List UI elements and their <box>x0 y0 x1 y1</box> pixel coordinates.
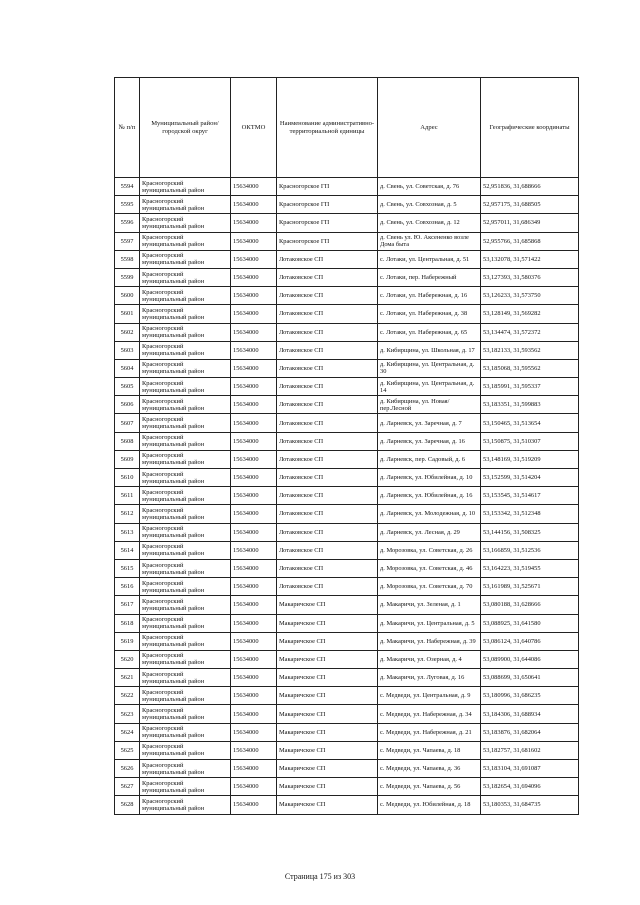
cell-oktmo: 15634000 <box>231 541 277 559</box>
cell-address: д. Макаричи, ул. Луговая, д. 16 <box>378 669 481 687</box>
cell-district: Красногорский муниципальный район <box>140 305 231 323</box>
cell-coords: 53,183104, 31,691087 <box>481 760 579 778</box>
cell-district: Красногорский муниципальный район <box>140 196 231 214</box>
cell-unit: Лотаковское СП <box>277 287 378 305</box>
cell-unit: Макаричское СП <box>277 669 378 687</box>
cell-unit: Лотаковское СП <box>277 359 378 377</box>
cell-num: 5617 <box>115 596 140 614</box>
cell-coords: 53,182757, 31,681602 <box>481 741 579 759</box>
cell-district: Красногорский муниципальный район <box>140 650 231 668</box>
table-row <box>115 687 579 705</box>
table-row <box>115 760 579 778</box>
table-row <box>115 414 579 432</box>
cell-address: с. Лотаки, ул. Набережная, д. 16 <box>378 287 481 305</box>
table-row <box>115 250 579 268</box>
cell-address: д. Ларневск, ул. Юбилейная, д. 16 <box>378 487 481 505</box>
cell-num: 5624 <box>115 723 140 741</box>
cell-district: Красногорский муниципальный район <box>140 487 231 505</box>
cell-oktmo: 15634000 <box>231 578 277 596</box>
cell-address: д. Ларневск, ул. Юбилейная, д. 10 <box>378 469 481 487</box>
header-unit: Наименование административно-территориальной единицы <box>277 78 378 178</box>
cell-district: Красногорский муниципальный район <box>140 341 231 359</box>
cell-district: Красногорский муниципальный район <box>140 268 231 286</box>
cell-district: Красногорский муниципальный район <box>140 469 231 487</box>
cell-district: Красногорский муниципальный район <box>140 178 231 196</box>
cell-coords: 53,185991, 31,595337 <box>481 378 579 396</box>
cell-num: 5625 <box>115 741 140 759</box>
cell-address: с. Медведи, ул. Набережная, д. 34 <box>378 705 481 723</box>
cell-oktmo: 15634000 <box>231 796 277 814</box>
cell-num: 5607 <box>115 414 140 432</box>
cell-num: 5605 <box>115 378 140 396</box>
cell-coords: 53,150875, 31,510307 <box>481 432 579 450</box>
cell-oktmo: 15634000 <box>231 378 277 396</box>
table-row <box>115 723 579 741</box>
cell-unit: Лотаковское СП <box>277 578 378 596</box>
cell-coords: 53,180996, 31,686235 <box>481 687 579 705</box>
cell-address: с. Медведи, ул. Набережная, д. 21 <box>378 723 481 741</box>
cell-address: д. Свень, ул. Советская, д. 76 <box>378 178 481 196</box>
cell-district: Красногорский муниципальный район <box>140 778 231 796</box>
cell-oktmo: 15634000 <box>231 778 277 796</box>
cell-district: Красногорский муниципальный район <box>140 378 231 396</box>
table-row <box>115 396 579 414</box>
cell-district: Красногорский муниципальный район <box>140 396 231 414</box>
cell-num: 5628 <box>115 796 140 814</box>
table-row <box>115 796 579 814</box>
cell-oktmo: 15634000 <box>231 705 277 723</box>
table-row <box>115 632 579 650</box>
cell-district: Красногорский муниципальный район <box>140 796 231 814</box>
cell-coords: 53,134474, 31,572372 <box>481 323 579 341</box>
cell-address: д. Макаричи, ул. Озерная, д. 4 <box>378 650 481 668</box>
cell-unit: Макаричское СП <box>277 596 378 614</box>
cell-coords: 53,088699, 31,650641 <box>481 669 579 687</box>
header-num: № п/п <box>115 78 140 178</box>
cell-num: 5599 <box>115 268 140 286</box>
table-row <box>115 359 579 377</box>
cell-num: 5613 <box>115 523 140 541</box>
cell-unit: Макаричское СП <box>277 741 378 759</box>
cell-num: 5623 <box>115 705 140 723</box>
cell-oktmo: 15634000 <box>231 596 277 614</box>
cell-oktmo: 15634000 <box>231 287 277 305</box>
cell-num: 5598 <box>115 250 140 268</box>
cell-oktmo: 15634000 <box>231 687 277 705</box>
cell-coords: 53,161989, 31,525671 <box>481 578 579 596</box>
cell-coords: 53,148169, 31,519209 <box>481 450 579 468</box>
cell-district: Красногорский муниципальный район <box>140 687 231 705</box>
table-row <box>115 559 579 577</box>
cell-coords: 53,144156, 31,508325 <box>481 523 579 541</box>
cell-coords: 53,183351, 31,599883 <box>481 396 579 414</box>
cell-num: 5597 <box>115 232 140 250</box>
header-coords: Географические координаты <box>481 78 579 178</box>
cell-address: с. Медведи, ул. Чапаева, д. 18 <box>378 741 481 759</box>
cell-district: Красногорский муниципальный район <box>140 541 231 559</box>
table-row <box>115 378 579 396</box>
table-row <box>115 268 579 286</box>
cell-coords: 53,152599, 31,514204 <box>481 469 579 487</box>
cell-num: 5619 <box>115 632 140 650</box>
cell-oktmo: 15634000 <box>231 469 277 487</box>
cell-address: д. Ларневск, ул. Заречная, д. 7 <box>378 414 481 432</box>
cell-oktmo: 15634000 <box>231 414 277 432</box>
cell-num: 5620 <box>115 650 140 668</box>
cell-num: 5608 <box>115 432 140 450</box>
cell-address: д. Свень, ул. Совхозная, д. 12 <box>378 214 481 232</box>
cell-oktmo: 15634000 <box>231 178 277 196</box>
cell-num: 5603 <box>115 341 140 359</box>
table-row <box>115 323 579 341</box>
cell-address: д. Ларневск, ул. Лесная, д. 29 <box>378 523 481 541</box>
table-row <box>115 450 579 468</box>
table-row <box>115 178 579 196</box>
cell-address: с. Лотаки, ул. Центральная, д. 51 <box>378 250 481 268</box>
cell-num: 5602 <box>115 323 140 341</box>
cell-unit: Лотаковское СП <box>277 505 378 523</box>
cell-oktmo: 15634000 <box>231 250 277 268</box>
cell-address: д. Макаричи, ул. Центральная, д. 5 <box>378 614 481 632</box>
table-row <box>115 469 579 487</box>
cell-address: д. Ларневск, ул. Заречная, д. 16 <box>378 432 481 450</box>
cell-oktmo: 15634000 <box>231 450 277 468</box>
cell-district: Красногорский муниципальный район <box>140 432 231 450</box>
cell-address: д. Свень, ул. Совхозная, д. 5 <box>378 196 481 214</box>
cell-unit: Макаричское СП <box>277 614 378 632</box>
cell-oktmo: 15634000 <box>231 523 277 541</box>
cell-district: Красногорский муниципальный район <box>140 559 231 577</box>
cell-num: 5627 <box>115 778 140 796</box>
cell-coords: 53,153342, 31,512348 <box>481 505 579 523</box>
cell-unit: Лотаковское СП <box>277 305 378 323</box>
cell-coords: 53,183876, 31,682064 <box>481 723 579 741</box>
table-row <box>115 578 579 596</box>
cell-oktmo: 15634000 <box>231 214 277 232</box>
cell-coords: 53,182133, 31,593562 <box>481 341 579 359</box>
cell-unit: Лотаковское СП <box>277 268 378 286</box>
cell-num: 5595 <box>115 196 140 214</box>
cell-oktmo: 15634000 <box>231 723 277 741</box>
table-row <box>115 287 579 305</box>
cell-unit: Лотаковское СП <box>277 378 378 396</box>
cell-oktmo: 15634000 <box>231 341 277 359</box>
cell-address: д. Макаричи, ул. Зеленая, д. 1 <box>378 596 481 614</box>
table-row <box>115 523 579 541</box>
cell-address: д. Кибирщина, ул. Новая/пер.Лесной <box>378 396 481 414</box>
cell-district: Красногорский муниципальный район <box>140 287 231 305</box>
cell-num: 5611 <box>115 487 140 505</box>
table-row <box>115 650 579 668</box>
cell-district: Красногорский муниципальный район <box>140 450 231 468</box>
cell-oktmo: 15634000 <box>231 760 277 778</box>
cell-num: 5601 <box>115 305 140 323</box>
cell-address: д. Ларневск, пер. Садовый, д. 6 <box>378 450 481 468</box>
cell-district: Красногорский муниципальный район <box>140 741 231 759</box>
cell-coords: 53,127393, 31,580376 <box>481 268 579 286</box>
cell-unit: Красногорское ГП <box>277 196 378 214</box>
cell-oktmo: 15634000 <box>231 432 277 450</box>
cell-unit: Лотаковское СП <box>277 450 378 468</box>
table-row <box>115 214 579 232</box>
cell-unit: Макаричское СП <box>277 778 378 796</box>
cell-district: Красногорский муниципальный район <box>140 232 231 250</box>
cell-oktmo: 15634000 <box>231 487 277 505</box>
cell-unit: Макаричское СП <box>277 723 378 741</box>
table-row <box>115 614 579 632</box>
cell-district: Красногорский муниципальный район <box>140 578 231 596</box>
table-row <box>115 596 579 614</box>
cell-district: Красногорский муниципальный район <box>140 669 231 687</box>
cell-unit: Лотаковское СП <box>277 559 378 577</box>
cell-address: д. Кибирщина, ул. Центральная, д. 14 <box>378 378 481 396</box>
cell-num: 5606 <box>115 396 140 414</box>
cell-unit: Лотаковское СП <box>277 469 378 487</box>
cell-district: Красногорский муниципальный район <box>140 760 231 778</box>
cell-coords: 53,089900, 31,644086 <box>481 650 579 668</box>
cell-unit: Лотаковское СП <box>277 341 378 359</box>
cell-unit: Лотаковское СП <box>277 541 378 559</box>
cell-address: д. Морозовка, ул. Советская, д. 26 <box>378 541 481 559</box>
cell-address: д. Свень ул. Ю. Аксененко возле Дома быта <box>378 232 481 250</box>
cell-coords: 52,951836, 31,688666 <box>481 178 579 196</box>
table-row <box>115 487 579 505</box>
cell-address: д. Макаричи, ул. Набережная, д. 39 <box>378 632 481 650</box>
cell-num: 5626 <box>115 760 140 778</box>
cell-coords: 53,185068, 31,595562 <box>481 359 579 377</box>
cell-coords: 53,088925, 31,641580 <box>481 614 579 632</box>
cell-coords: 53,153545, 31,514617 <box>481 487 579 505</box>
cell-address: с. Лотаки, ул. Набережная, д. 65 <box>378 323 481 341</box>
table-row <box>115 669 579 687</box>
table-row <box>115 505 579 523</box>
cell-address: д. Ларневск, ул. Молодежная, д. 10 <box>378 505 481 523</box>
cell-num: 5609 <box>115 450 140 468</box>
cell-district: Красногорский муниципальный район <box>140 250 231 268</box>
cell-coords: 53,180353, 31,684735 <box>481 796 579 814</box>
cell-unit: Макаричское СП <box>277 760 378 778</box>
cell-coords: 53,080188, 31,628666 <box>481 596 579 614</box>
header-address: Адрес <box>378 78 481 178</box>
cell-unit: Красногорское ГП <box>277 214 378 232</box>
cell-district: Красногорский муниципальный район <box>140 614 231 632</box>
cell-address: с. Лотаки, ул. Набережная, д. 38 <box>378 305 481 323</box>
cell-address: с. Медведи, ул. Центральная, д. 9 <box>378 687 481 705</box>
cell-oktmo: 15634000 <box>231 268 277 286</box>
table-row <box>115 741 579 759</box>
cell-num: 5616 <box>115 578 140 596</box>
cell-oktmo: 15634000 <box>231 559 277 577</box>
cell-unit: Лотаковское СП <box>277 487 378 505</box>
page-number: Страница 175 из 303 <box>284 872 356 881</box>
cell-oktmo: 15634000 <box>231 505 277 523</box>
cell-num: 5600 <box>115 287 140 305</box>
cell-oktmo: 15634000 <box>231 632 277 650</box>
table-row <box>115 341 579 359</box>
cell-unit: Лотаковское СП <box>277 414 378 432</box>
cell-num: 5622 <box>115 687 140 705</box>
cell-coords: 53,166859, 31,512536 <box>481 541 579 559</box>
cell-oktmo: 15634000 <box>231 196 277 214</box>
cell-district: Красногорский муниципальный район <box>140 414 231 432</box>
cell-coords: 52,957175, 31,688505 <box>481 196 579 214</box>
cell-district: Красногорский муниципальный район <box>140 214 231 232</box>
cell-num: 5614 <box>115 541 140 559</box>
cell-num: 5610 <box>115 469 140 487</box>
cell-coords: 52,957011, 31,686349 <box>481 214 579 232</box>
cell-coords: 53,132078, 31,571422 <box>481 250 579 268</box>
cell-oktmo: 15634000 <box>231 614 277 632</box>
cell-unit: Макаричское СП <box>277 650 378 668</box>
cell-coords: 53,184306, 31,688934 <box>481 705 579 723</box>
cell-unit: Макаричское СП <box>277 632 378 650</box>
table-row <box>115 541 579 559</box>
cell-num: 5596 <box>115 214 140 232</box>
cell-num: 5612 <box>115 505 140 523</box>
header-district: Муниципальный район/городской округ <box>140 78 231 178</box>
cell-district: Красногорский муниципальный район <box>140 632 231 650</box>
table-row <box>115 778 579 796</box>
cell-oktmo: 15634000 <box>231 396 277 414</box>
cell-unit: Лотаковское СП <box>277 250 378 268</box>
cell-unit: Лотаковское СП <box>277 323 378 341</box>
table-row <box>115 705 579 723</box>
cell-district: Красногорский муниципальный район <box>140 323 231 341</box>
cell-address: д. Кибирщина, ул. Школьная, д. 17 <box>378 341 481 359</box>
cell-coords: 53,086124, 31,640786 <box>481 632 579 650</box>
cell-unit: Красногорское ГП <box>277 232 378 250</box>
table-row <box>115 432 579 450</box>
cell-district: Красногорский муниципальный район <box>140 505 231 523</box>
cell-address: д. Кибирщина, ул. Центральная, д. 30 <box>378 359 481 377</box>
cell-unit: Лотаковское СП <box>277 523 378 541</box>
cell-unit: Макаричское СП <box>277 705 378 723</box>
cell-oktmo: 15634000 <box>231 741 277 759</box>
table-header-row <box>115 78 579 178</box>
cell-oktmo: 15634000 <box>231 232 277 250</box>
cell-address: с. Медведи, ул. Юбилейная, д. 18 <box>378 796 481 814</box>
cell-oktmo: 15634000 <box>231 669 277 687</box>
cell-unit: Макаричское СП <box>277 796 378 814</box>
table-row <box>115 232 579 250</box>
cell-address: д. Морозовка, ул. Советская, д. 70 <box>378 578 481 596</box>
cell-district: Красногорский муниципальный район <box>140 705 231 723</box>
cell-coords: 53,150465, 31,513654 <box>481 414 579 432</box>
cell-num: 5594 <box>115 178 140 196</box>
cell-num: 5621 <box>115 669 140 687</box>
cell-address: с. Лотаки, пер. Набережный <box>378 268 481 286</box>
cell-num: 5604 <box>115 359 140 377</box>
cell-unit: Макаричское СП <box>277 687 378 705</box>
cell-oktmo: 15634000 <box>231 323 277 341</box>
cell-district: Красногорский муниципальный район <box>140 523 231 541</box>
cell-unit: Лотаковское СП <box>277 396 378 414</box>
cell-coords: 53,164223, 31,519455 <box>481 559 579 577</box>
cell-coords: 53,126233, 31,573750 <box>481 287 579 305</box>
registry-table <box>114 77 579 815</box>
cell-district: Красногорский муниципальный район <box>140 596 231 614</box>
cell-address: с. Медведи, ул. Чапаева, д. 36 <box>378 760 481 778</box>
cell-coords: 53,128149, 31,569282 <box>481 305 579 323</box>
cell-num: 5615 <box>115 559 140 577</box>
cell-oktmo: 15634000 <box>231 359 277 377</box>
cell-unit: Лотаковское СП <box>277 432 378 450</box>
cell-unit: Красногорское ГП <box>277 178 378 196</box>
table-row <box>115 305 579 323</box>
cell-num: 5618 <box>115 614 140 632</box>
table-body <box>115 178 579 815</box>
cell-address: с. Медведи, ул. Чапаева, д. 56 <box>378 778 481 796</box>
cell-district: Красногорский муниципальный район <box>140 723 231 741</box>
table-row <box>115 196 579 214</box>
cell-coords: 52,955766, 31,685868 <box>481 232 579 250</box>
cell-district: Красногорский муниципальный район <box>140 359 231 377</box>
cell-coords: 53,182654, 31,694096 <box>481 778 579 796</box>
cell-address: д. Морозовка, ул. Советская, д. 46 <box>378 559 481 577</box>
header-oktmo: ОКТМО <box>231 78 277 178</box>
cell-oktmo: 15634000 <box>231 305 277 323</box>
cell-oktmo: 15634000 <box>231 650 277 668</box>
